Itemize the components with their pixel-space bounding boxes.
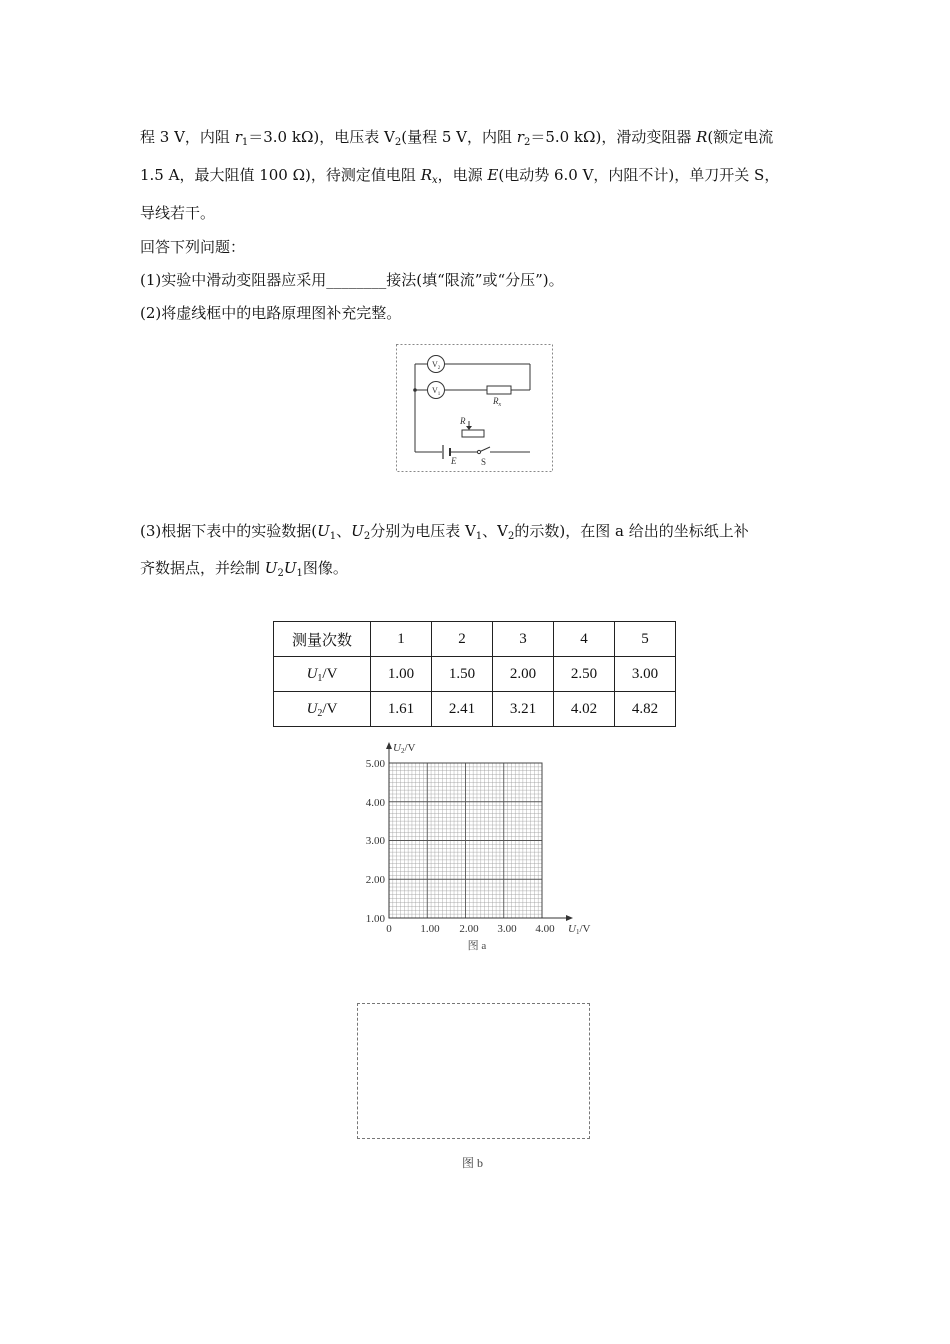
x-tick-label: 2.00 (459, 923, 479, 935)
graph-a-caption: 图 a (467, 940, 487, 952)
table-header-cell: 5 (615, 622, 676, 657)
x-tick-label: 1.00 (420, 923, 440, 935)
x-axis-label: U1/V (568, 923, 591, 936)
e-label: E (451, 456, 457, 466)
y-tick-label: 5.00 (365, 758, 385, 770)
table-header-cell: 1 (371, 622, 432, 657)
table-row (274, 657, 676, 692)
table-cell: 3.00 (615, 657, 676, 692)
question-3-line1: (3)根据下表中的实验数据($U_1$、$U_2$分别为电压表 $V_1$、$V_2$的示数)，在图 a 给出的坐标纸上补 (140, 522, 749, 542)
row-label-u2: $U_2/V$ (274, 692, 371, 727)
y-tick-label: 1.00 (365, 913, 385, 925)
resistor-rx-symbol (487, 386, 511, 394)
rx-label: $R_x$ (493, 396, 502, 408)
x-tick-label: 4.00 (535, 923, 555, 935)
table-header-cell: 3 (493, 622, 554, 657)
para1-line3: 导线若干。 (140, 204, 216, 222)
table-cell: 1.50 (432, 657, 493, 692)
table-cell: 2.41 (432, 692, 493, 727)
table-cell: 4.82 (615, 692, 676, 727)
table-cell: 2.00 (493, 657, 554, 692)
x-tick-label: 3.00 (497, 923, 517, 935)
table-header-cell: 4 (554, 622, 615, 657)
table-cell: 3.21 (493, 692, 554, 727)
question-intro: 回答下列问题： (140, 238, 246, 256)
table-cell: 1.00 (371, 657, 432, 692)
y-tick-label: 3.00 (365, 835, 385, 847)
x-tick-label: 0 (386, 923, 392, 935)
graph-a (355, 738, 605, 958)
r-label: R (460, 416, 466, 426)
y-axis-arrow (386, 742, 392, 749)
v2-label: $V_2$ (432, 360, 441, 371)
y-axis-label: U2/V (393, 742, 416, 755)
table-header-row (274, 622, 676, 657)
para1-line2: 1.5 A，最大阻值 100 Ω)，待测定值电阻 $R_x$，电源 E(电动势 6.0 V，内阻不计)，单刀开关 S， (140, 166, 780, 186)
table-row (274, 692, 676, 727)
figure-b-caption: 图 b (462, 1156, 484, 1170)
data-table (273, 621, 676, 727)
table-header-cell: 2 (432, 622, 493, 657)
v1-label: $V_1$ (432, 386, 441, 397)
x-axis-arrow (566, 915, 573, 921)
table-header-cell: 测量次数 (274, 622, 371, 657)
figure-b-dashed-box (357, 1003, 590, 1139)
table-cell: 1.61 (371, 692, 432, 727)
table-cell: 2.50 (554, 657, 615, 692)
question-1: (1)实验中滑动变阻器应采用________接法(填“限流”或“分压”)。 (140, 271, 564, 289)
para1-line1: 程 3 V，内阻 $r_1=3.0$ kΩ)，电压表 $V_2$(量程 5 V，内阻 $r_2=5.0$ kΩ)，滑动变阻器 R(额定电流 (140, 128, 774, 148)
switch-contact (477, 450, 480, 453)
s-label: S (481, 457, 487, 467)
rheostat-symbol (462, 430, 484, 437)
question-2: (2)将虚线框中的电路原理图补充完整。 (140, 304, 402, 322)
rheostat-slider-arrow (466, 426, 472, 430)
junction-dot (413, 388, 417, 392)
table-cell: 4.02 (554, 692, 615, 727)
row-label-u1: $U_1/V$ (274, 657, 371, 692)
circuit-diagram (396, 344, 553, 472)
question-3-line2: 齐数据点，并绘制 $U_2U_1$图像。 (140, 559, 348, 579)
y-tick-label: 2.00 (365, 874, 385, 886)
y-tick-label: 4.00 (365, 797, 385, 809)
